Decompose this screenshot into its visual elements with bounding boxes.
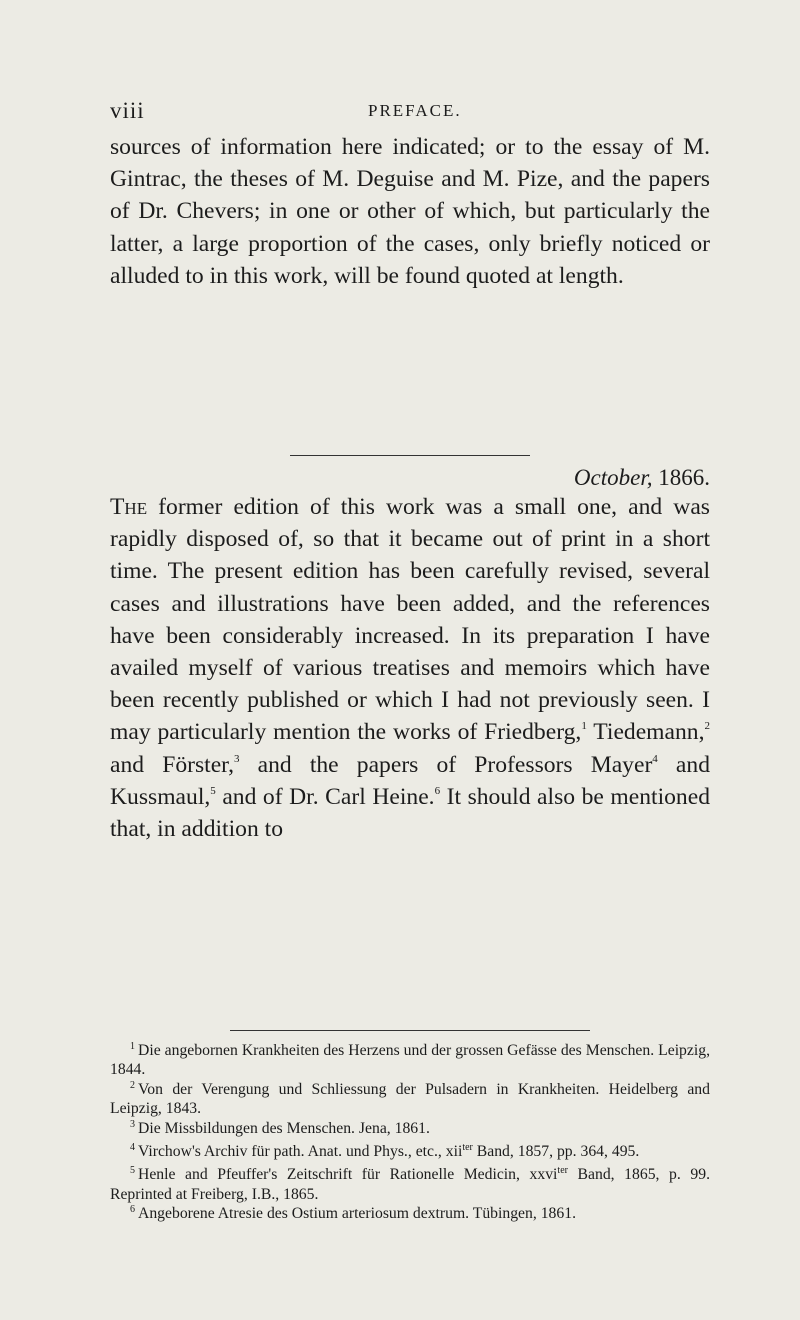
section-divider	[290, 455, 530, 456]
footnote-text: Band, 1857, pp. 364, 495.	[472, 1143, 640, 1161]
footnote	[110, 1138, 710, 1161]
paragraph-text: It should also be mentioned that, in addition to	[110, 783, 711, 843]
footnote-number: 1	[130, 1041, 135, 1052]
footnote-number: 2	[130, 1079, 135, 1091]
paragraph-text: former edition of this work was a small one, and was rapidly disposed of, so that it became out of print in a short time. The present edition has been carefully revised, several cases and illustrations have been added, and the references have been considerably increased. In its preparation I have availed myself of various treatises and memoirs which have been recently published or which I had not previously seen. I may particularly mention the works of Friedberg,	[110, 494, 710, 746]
footnote-text: Virchow's Archiv für path. Anat. und Phys., etc., xii	[138, 1143, 463, 1161]
footnote-number: 4	[130, 1142, 135, 1154]
footnote	[110, 1204, 710, 1223]
paragraph-text: and of Dr. Carl Heine.	[215, 783, 435, 810]
footnote-superscript: ter	[557, 1165, 568, 1177]
footnote	[110, 1161, 710, 1204]
footnote-text: Von der Verengung und Schliessung der Pulsadern in Krankheiten. Heidelberg and Leipzig, 1843.	[110, 1080, 710, 1118]
footnote-ref: 6	[434, 784, 441, 797]
footnote	[110, 1080, 710, 1119]
footnote-text: Die angebornen Krankheiten des Herzens und der grossen Gefässe des Menschen. Leipzig, 1844.	[110, 1042, 710, 1079]
footnote	[110, 1119, 710, 1138]
paragraph-text: and Förster,	[110, 751, 234, 778]
footnote-ref: 3	[234, 752, 240, 765]
footnote-number: 3	[130, 1118, 135, 1130]
footnote-ref: 2	[704, 720, 710, 733]
footnotes	[110, 1041, 710, 1224]
footnote-divider	[230, 1030, 590, 1031]
footnote-number: 5	[130, 1165, 135, 1177]
footnote-superscript: ter	[462, 1142, 473, 1154]
footnote-text: Henle and Pfeuffer's Zeitschrift für Rationelle Medicin, xxvi	[138, 1166, 558, 1184]
dateline-year: 1866.	[658, 465, 710, 490]
page-header	[110, 98, 730, 122]
footnote-ref: 5	[210, 784, 216, 797]
preface-paragraph-2	[110, 491, 710, 845]
paragraph-text: and Kussmaul,	[110, 751, 710, 810]
footnote-text: Band, 1865, p. 99. Reprinted at Freiberg, I.B., 1865.	[110, 1166, 711, 1203]
running-head: PREFACE.	[368, 101, 462, 120]
dateline	[110, 465, 710, 491]
footnote-ref: 1	[581, 720, 587, 733]
footnote-text: Die Missbildungen des Menschen. Jena, 1861.	[138, 1119, 430, 1137]
lead-word: The	[110, 494, 148, 520]
paragraph-text: and the papers of Professors Mayer	[239, 751, 653, 778]
footnote-number: 6	[130, 1204, 135, 1216]
page-number: viii	[110, 98, 145, 123]
footnote-ref: 4	[652, 752, 658, 765]
paragraph-text: Tiedemann,	[586, 719, 705, 746]
dateline-month: October,	[573, 465, 653, 490]
preface-paragraph-1: sources of information here indicated; or to the essay of M. Gintrac, the theses of M. Deguise and M. Pize, and the papers of Dr. Chevers; in one or other of which, but particularly the latter, a large proportion of the cases, only briefly noticed or alluded to in this work, will be found quoted at length.	[110, 134, 710, 289]
footnote	[110, 1041, 710, 1080]
footnote-text: Angeborene Atresie des Ostium arteriosum dextrum. Tübingen, 1861.	[138, 1205, 577, 1223]
